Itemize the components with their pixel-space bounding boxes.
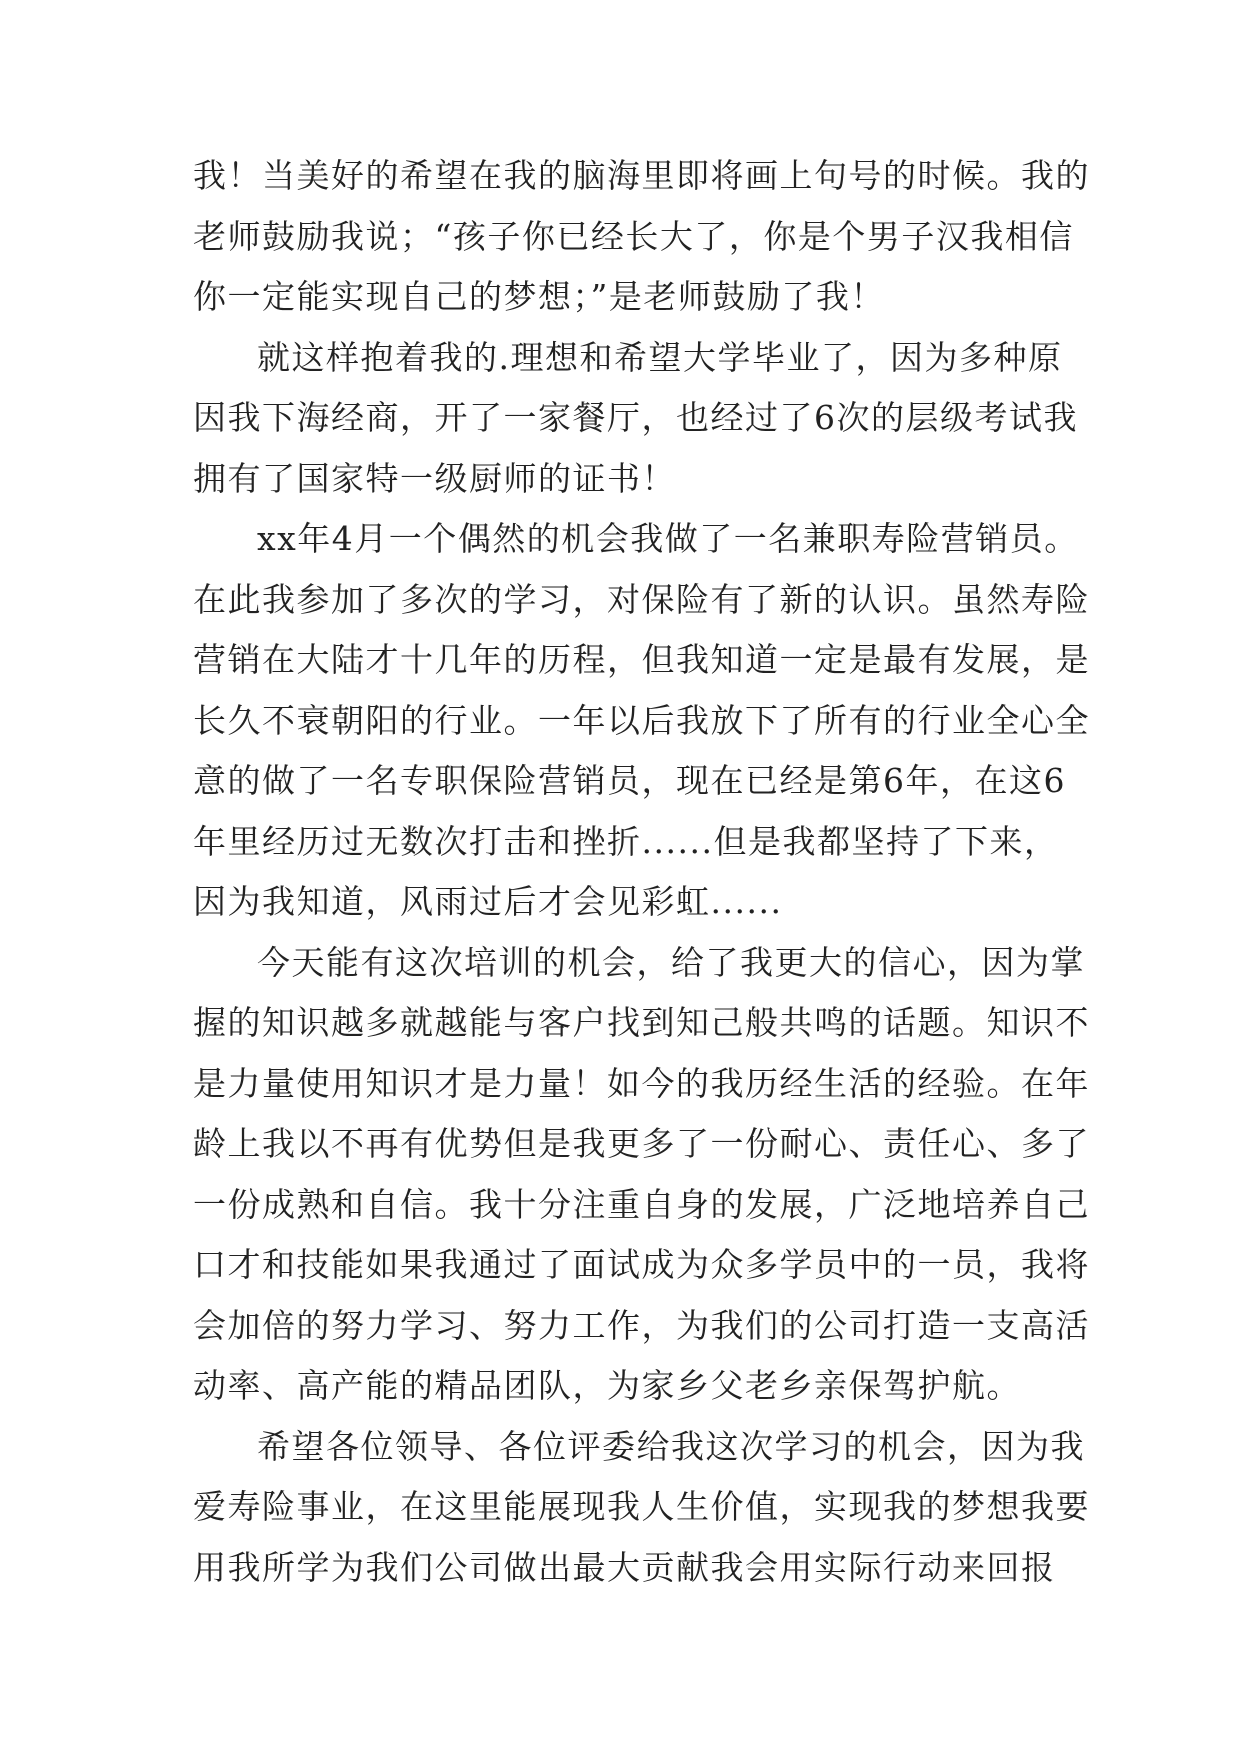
text-line: 是力量使用知识才是力量！如今的我历经生活的经验。在年	[193, 1063, 1090, 1103]
text-line: 你一定能实现自己的梦想；”是老师鼓励了我！	[193, 277, 885, 316]
text-line: 口才和技能如果我通过了面试成为众多学员中的一员，我将	[193, 1245, 1090, 1284]
paragraph-first-line: 今天能有这次培训的机会，给了我更大的信心，因为掌	[257, 942, 1085, 982]
text-line: 龄上我以不再有优势但是我更多了一份耐心、责任心、多了	[193, 1124, 1090, 1163]
paragraph-first-line: 就这样抱着我的.理想和希望大学毕业了，因为多种原	[257, 337, 1063, 377]
text-line: 一份成熟和自信。我十分注重自身的发展，广泛地培养自己	[193, 1184, 1090, 1224]
text-line: 握的知识越多就越能与客户找到知己般共鸣的话题。知识不	[193, 1003, 1090, 1042]
paragraph-first-line: xx年4月一个偶然的机会我做了一名兼职寿险营销员。	[257, 519, 1079, 558]
text-line: 老师鼓励我说；“孩子你已经长大了，你是个男子汉我相信	[193, 216, 1074, 256]
text-line: 动率、高产能的精品团队，为家乡父老乡亲保驾护航。	[193, 1366, 1021, 1405]
text-line: 爱寿险事业，在这里能展现我人生价值，实现我的梦想我要	[193, 1487, 1090, 1526]
text-line: 因为我知道，风雨过后才会见彩虹......	[193, 882, 783, 921]
text-line: 因我下海经商，开了一家餐厅，也经过了6次的层级考试我	[193, 398, 1078, 437]
text-line: 长久不衰朝阳的行业。一年以后我放下了所有的行业全心全	[193, 700, 1090, 740]
text-line: 在此我参加了多次的学习，对保险有了新的认识。虽然寿险	[193, 579, 1090, 619]
document-body	[193, 146, 1090, 1598]
text-line: 营销在大陆才十几年的历程，但我知道一定是最有发展，是	[193, 640, 1090, 679]
text-line: 会加倍的努力学习、努力工作，为我们的公司打造一支高活	[193, 1305, 1090, 1345]
paragraph-first-line: 希望各位领导、各位评委给我这次学习的机会，因为我	[257, 1426, 1085, 1466]
text-line: 年里经历过无数次打击和挫折......但是我都坚持了下来，	[193, 821, 1059, 861]
text-line: 我！当美好的希望在我的脑海里即将画上句号的时候。我的	[193, 156, 1090, 195]
text-line: 拥有了国家特一级厨师的证书！	[193, 458, 676, 498]
text-line: 意的做了一名专职保险营销员，现在已经是第6年，在这6	[193, 761, 1066, 800]
text-line: 用我所学为我们公司做出最大贡献我会用实际行动来回报	[193, 1547, 1056, 1587]
